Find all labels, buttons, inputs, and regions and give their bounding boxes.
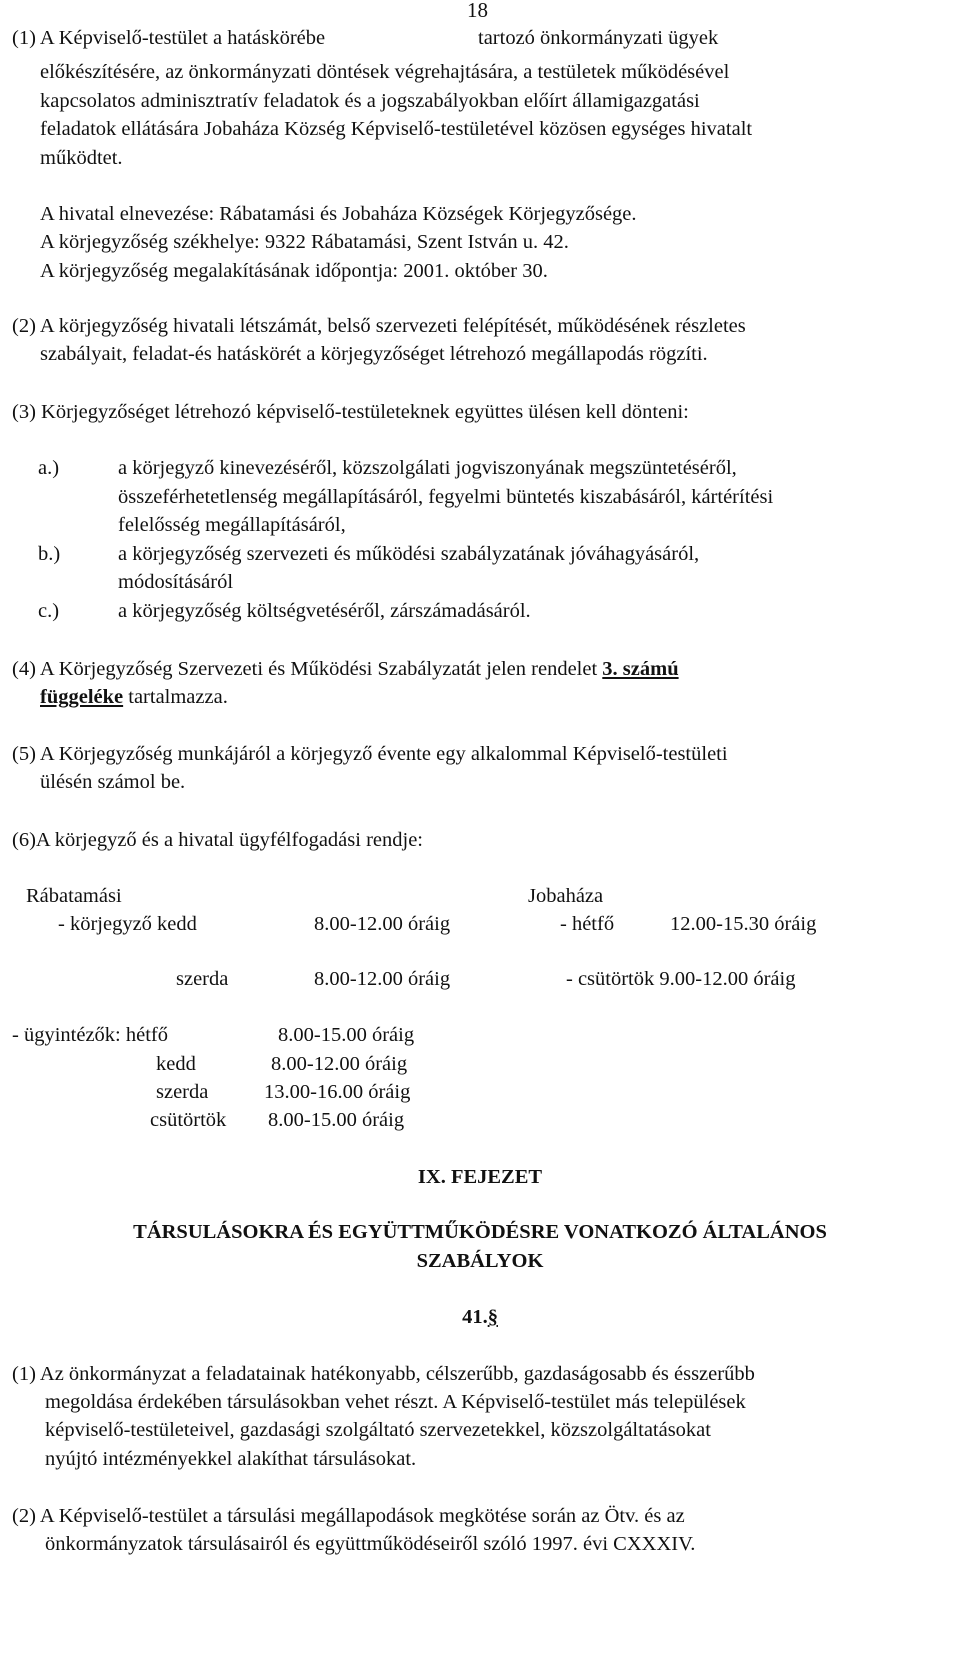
appendix-reference: 3. számú [602,658,679,680]
paragraph-4-line-2 [40,687,228,708]
office-seat: A körjegyzőség székhelye: 9322 Rábatamási, Szent István u. 42. [40,231,569,253]
clerks-time: 8.00-12.00 óráig [271,1053,408,1075]
paragraph-3-intro: (3) Körjegyzőséget létrehozó képviselő-testületeknek együttes ülésen kell dönteni: [12,401,689,423]
paragraph-1-line-1a: (1) A Képviselő-testület a hatáskörébe [12,27,326,49]
clerks-time: 13.00-16.00 óráig [264,1081,411,1103]
appendix-reference-word: függeléke [40,686,124,708]
paragraph-1-line-5: működtet. [40,147,123,169]
clerks-time: 8.00-15.00 óráig [278,1024,415,1046]
office-name: A hivatal elnevezése: Rábatamási és Jobaháza Községek Körjegyzősége. [40,203,637,225]
list-item-text: összeférhetetlenség megállapításáról, fegyelmi büntetés kiszabásáról, kártérítési [118,486,774,508]
notary-row-right-time: 12.00-15.30 óráig [670,913,817,935]
chapter-title-line-2: SZABÁLYOK [416,1250,544,1272]
section-41-p1-line-1: (1) Az önkormányzat a feladatainak hatékonyabb, célszerűbb, gazdaságosabb és ésszerűbb [12,1363,755,1385]
paragraph-4-line-1 [12,659,679,680]
paragraph-2-line-2: szabályait, feladat-és hatáskörét a körjegyzőséget létrehozó megállapodás rögzíti. [40,343,708,365]
clerks-day: csütörtök [150,1109,227,1131]
section-41-p1-line-2: megoldása érdekében társulásokban vehet részt. A Képviselő-testület más települések [45,1391,746,1413]
clerks-day: kedd [156,1053,196,1075]
paragraph-4-text: (4) A Körjegyzőség Szervezeti és Működési Szabályzatát jelen rendelet [12,658,603,680]
list-item-label: a.) [38,457,60,479]
list-item-text: felelősség megállapításáról, [118,514,346,536]
list-item-label: c.) [38,600,60,622]
paragraph-4-text: tartalmazza. [123,686,228,708]
paragraph-1-line-2: előkészítésére, az önkormányzati döntések végrehajtására, a testületek működésével [40,61,730,83]
section-41-p1-line-3: képviselő-testületeivel, gazdasági szolgáltató szervezetekkel, közszolgáltatásokat [45,1419,711,1441]
clerks-label: - ügyintézők: hétfő [12,1024,168,1046]
section-sign: § [487,1306,498,1328]
location-jobahaza: Jobaháza [528,885,604,907]
clerks-day: szerda [156,1081,209,1103]
notary-row-time: 8.00-12.00 óráig [314,968,451,990]
clerks-time: 8.00-15.00 óráig [268,1109,405,1131]
notary-row-right: - csütörtök 9.00-12.00 óráig [566,968,796,990]
page-number: 18 [467,0,488,22]
section-41-p2-line-1: (2) A Képviselő-testület a társulási megállapodások megkötése során az Ötv. és az [12,1505,685,1527]
list-item-text: módosításáról [118,571,234,593]
location-rabatamasi: Rábatamási [26,885,122,907]
paragraph-1-line-1b: tartozó önkormányzati ügyek [478,27,719,49]
list-item-text: a körjegyző kinevezéséről, közszolgálati jogviszonyának megszüntetéséről, [118,457,737,479]
office-founded: A körjegyzőség megalakításának időpontja: 2001. október 30. [40,260,548,282]
notary-row-right-day: - hétfő [560,913,615,935]
list-item-text: a körjegyzőség szervezeti és működési szabályzatának jóváhagyásáról, [118,543,700,565]
paragraph-2-line-1: (2) A körjegyzőség hivatali létszámát, belső szervezeti felépítését, működésének részletes [12,315,746,337]
section-41-p2-line-2: önkormányzatok társulásairól és együttműködéseiről szóló 1997. évi CXXXIV. [45,1533,696,1555]
list-item-text: a körjegyzőség költségvetéséről, zárszámadásáról. [118,600,531,622]
notary-row-label: - körjegyző kedd [58,913,197,935]
paragraph-5-line-2: ülésén számol be. [40,771,186,793]
paragraph-6-intro: (6)A körjegyző és a hivatal ügyfélfogadási rendje: [12,829,423,851]
paragraph-1-line-3: kapcsolatos adminisztratív feladatok és a jogszabályokban előírt államigazgatási [40,90,700,112]
notary-row-time: 8.00-12.00 óráig [314,913,451,935]
notary-row-label: szerda [176,968,229,990]
chapter-number: IX. FEJEZET [417,1166,543,1188]
section-number: 41. [462,1306,488,1328]
list-item-label: b.) [38,543,61,565]
chapter-title-line-1: TÁRSULÁSOKRA ÉS EGYÜTTMŰKÖDÉSRE VONATKOZÓ ÁLTALÁNOS [133,1221,827,1243]
section-heading [0,1307,960,1328]
paragraph-1-line-4: feladatok ellátására Jobaháza Község Képviselő-testületével közösen egységes hivatalt [40,118,753,140]
paragraph-5-line-1: (5) A Körjegyzőség munkájáról a körjegyző évente egy alkalommal Képviselő-testületi [12,743,728,765]
section-41-p1-line-4: nyújtó intézményekkel alakíthat társulásokat. [45,1448,417,1470]
